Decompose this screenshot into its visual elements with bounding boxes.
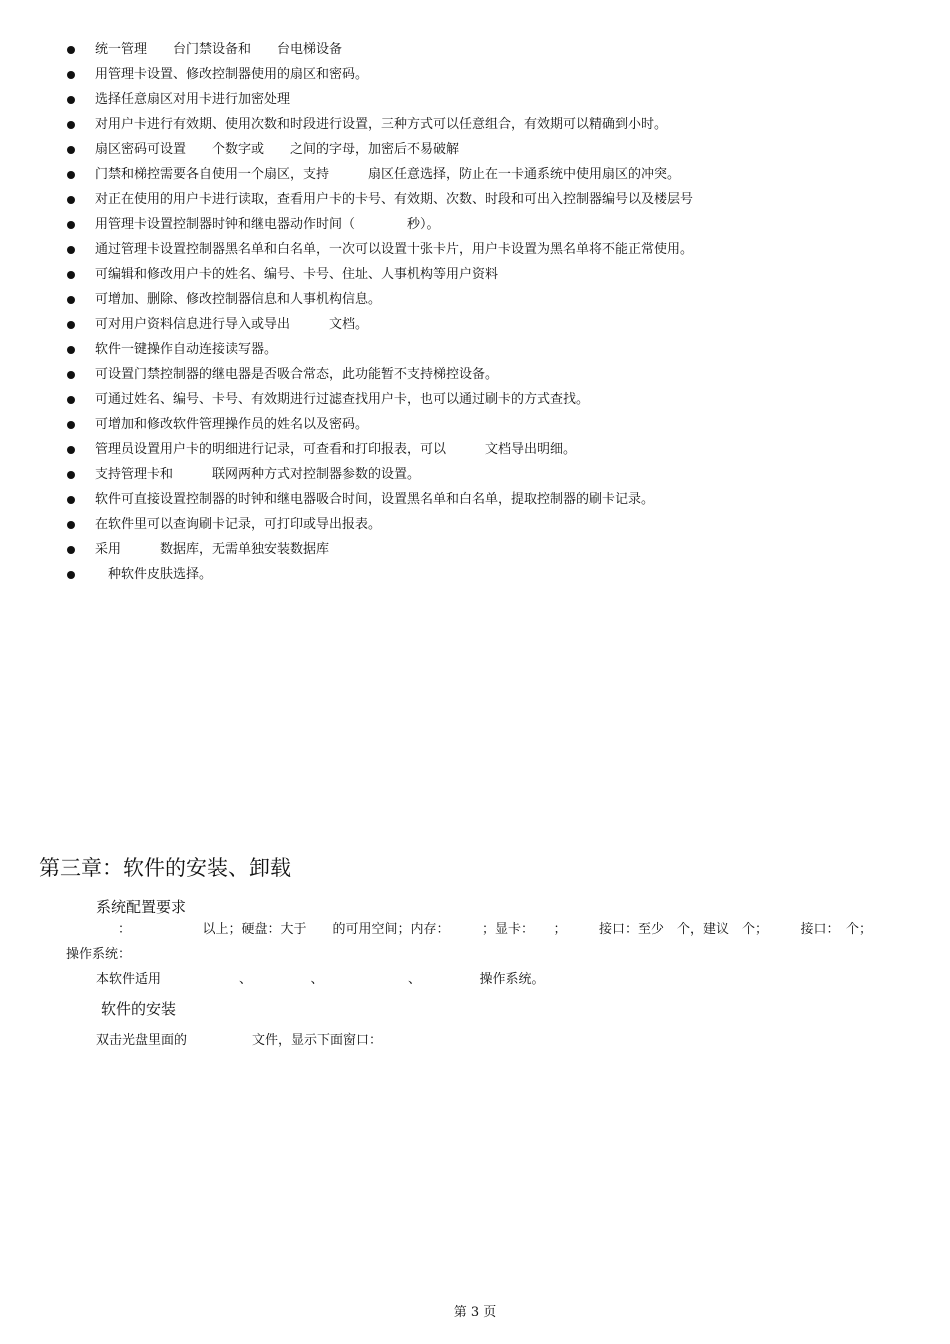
feature-text: 扇区密码可设置 个数字或 之间的字母，加密后不易破解 — [95, 142, 460, 157]
bullet-icon — [67, 571, 75, 579]
feature-text: 软件可直接设置控制器的时钟和继电器吸合时间，设置黑名单和白名单，提取控制器的刷卡记录。 — [95, 492, 655, 507]
feature-text: 统一管理 台门禁设备和 台电梯设备 — [95, 42, 343, 57]
os-requirements-line: 本软件适用 、 、 、 操作系统。 — [96, 972, 545, 987]
feature-text: 可增加、删除、修改控制器信息和人事机构信息。 — [95, 292, 382, 307]
feature-text: 可通过姓名、编号、卡号、有效期进行过滤查找用户卡，也可以通过刷卡的方式查找。 — [95, 392, 590, 407]
chapter-title: 第三章：软件的安装、卸载 — [39, 856, 291, 880]
hardware-requirements-line: ： 以上；硬盘：大于 的可用空间；内存： ；显卡： ； 接口：至少 个，建议 个； 接口： 个； — [118, 922, 873, 937]
bullet-icon — [67, 71, 75, 79]
feature-text: 可设置门禁控制器的继电器是否吸合常态，此功能暂不支持梯控设备。 — [95, 367, 499, 382]
feature-text: 可编辑和修改用户卡的姓名、编号、卡号、住址、人事机构等用户资料 — [95, 267, 499, 282]
installation-heading: 软件的安装 — [101, 1000, 177, 1018]
bullet-icon — [67, 221, 75, 229]
bullet-icon — [67, 171, 75, 179]
bullet-icon — [67, 546, 75, 554]
feature-text: 对用户卡进行有效期、使用次数和时段进行设置，三种方式可以任意组合，有效期可以精确到小时。 — [95, 117, 668, 132]
feature-text: 可对用户资料信息进行导入或导出 文档。 — [95, 317, 369, 332]
feature-text: 采用 数据库，无需单独安装数据库 — [95, 542, 330, 557]
feature-text: 管理员设置用户卡的明细进行记录，可查看和打印报表，可以 文档导出明细。 — [95, 442, 577, 457]
bullet-icon — [67, 396, 75, 404]
bullet-icon — [67, 471, 75, 479]
bullet-icon — [67, 96, 75, 104]
feature-text: 对正在使用的用户卡进行读取，查看用户卡的卡号、有效期、次数、时段和可出入控制器编号以及楼层号 — [95, 192, 694, 207]
system-requirements-heading: 系统配置要求 — [96, 898, 187, 916]
feature-text: 种软件皮肤选择。 — [95, 567, 213, 582]
feature-text: 在软件里可以查询刷卡记录，可打印或导出报表。 — [95, 517, 382, 532]
bullet-icon — [67, 271, 75, 279]
bullet-icon — [67, 421, 75, 429]
bullet-icon — [67, 346, 75, 354]
bullet-icon — [67, 46, 75, 54]
os-label: 操作系统： — [66, 947, 132, 962]
feature-text: 用管理卡设置、修改控制器使用的扇区和密码。 — [95, 67, 369, 82]
bullet-icon — [67, 296, 75, 304]
bullet-icon — [67, 121, 75, 129]
bullet-icon — [67, 496, 75, 504]
feature-text: 软件一键操作自动连接读写器。 — [95, 342, 278, 357]
feature-text: 可增加和修改软件管理操作员的姓名以及密码。 — [95, 417, 369, 432]
bullet-icon — [67, 371, 75, 379]
bullet-icon — [67, 321, 75, 329]
feature-text: 选择任意扇区对用卡进行加密处理 — [95, 92, 291, 107]
installation-instruction: 双击光盘里面的 文件，显示下面窗口： — [96, 1033, 383, 1048]
bullet-icon — [67, 146, 75, 154]
feature-text: 门禁和梯控需要各自使用一个扇区，支持 扇区任意选择，防止在一卡通系统中使用扇区的冲突。 — [95, 167, 681, 182]
bullet-icon — [67, 246, 75, 254]
feature-text: 用管理卡设置控制器时钟和继电器动作时间（ 秒）。 — [95, 217, 440, 232]
page-number: 第 3 页 — [453, 1305, 497, 1320]
feature-text: 通过管理卡设置控制器黑名单和白名单，一次可以设置十张卡片，用户卡设置为黑名单将不能正常使用。 — [95, 242, 694, 257]
feature-text: 支持管理卡和 联网两种方式对控制器参数的设置。 — [95, 467, 421, 482]
bullet-icon — [67, 446, 75, 454]
bullet-icon — [67, 521, 75, 529]
bullet-icon — [67, 196, 75, 204]
